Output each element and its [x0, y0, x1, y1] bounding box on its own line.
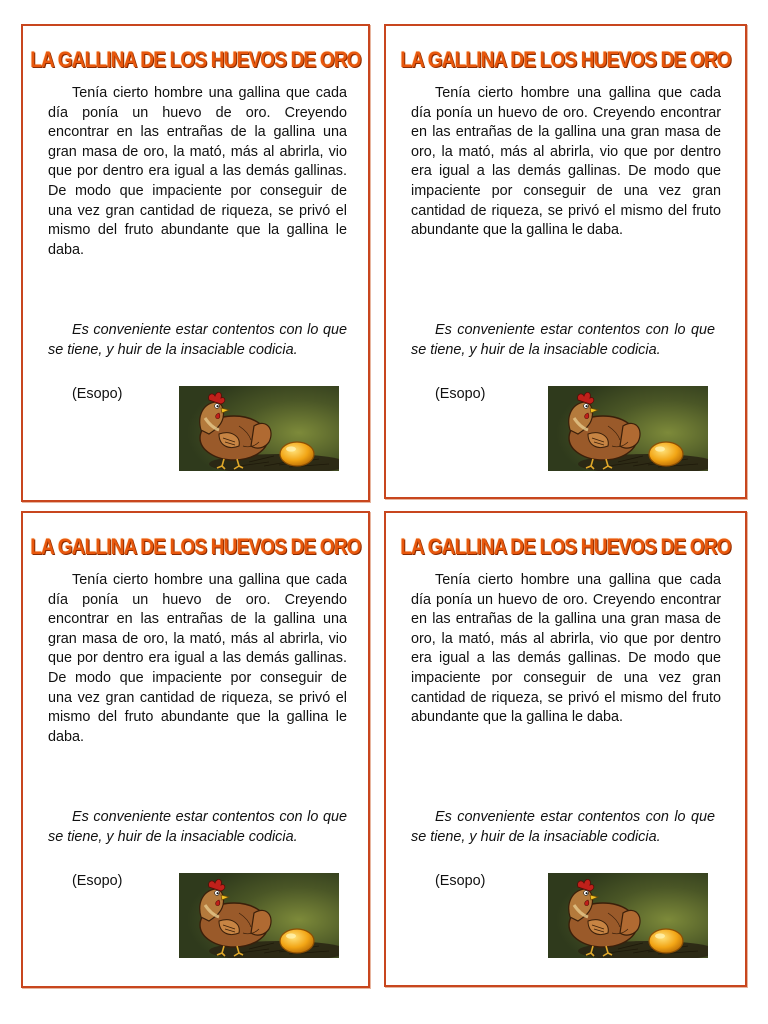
fable-card — [384, 24, 747, 499]
fable-story: Tenía cierto hombre una gallina que cada día ponía un huevo de oro. Creyendo encontrar en las entrañas de la gallina una gran masa de oro, la mató, más al abrirla, vio que por dentro era igual a las demás gallinas. De modo que impaciente por conseguir de una vez gran cantidad de riqueza, se privó el mismo del fruto abundante que la gallina le daba. — [411, 85, 721, 239]
hen-golden-egg-illustration — [548, 873, 708, 958]
fable-title: LA GALLINA DE LOS HUEVOS DE ORO — [400, 48, 731, 73]
golden-egg-icon — [649, 442, 683, 466]
fable-moral: Es conveniente estar contentos con lo que se tiene, y huir de la insaciable codicia. — [48, 322, 347, 358]
fable-card — [21, 24, 370, 502]
hen-golden-egg-illustration — [179, 873, 339, 958]
fable-card — [21, 511, 370, 988]
fable-story: Tenía cierto hombre una gallina que cada día ponía un huevo de oro. Creyendo encontrar en las entrañas de la gallina una gran masa de oro, la mató, más al abrirla, vio que por dentro era igual a las demás gallinas. De modo que impaciente por conseguir de una vez gran cantidad de riqueza, se privó el mismo del fruto abundante que la gallina le daba. — [411, 572, 721, 726]
fable-title: LA GALLINA DE LOS HUEVOS DE ORO — [30, 48, 361, 73]
fable-author: (Esopo) — [435, 386, 486, 402]
golden-egg-icon — [280, 442, 314, 466]
fable-author: (Esopo) — [435, 873, 486, 889]
fable-story: Tenía cierto hombre una gallina que cada día ponía un huevo de oro. Creyendo encontrar en las entrañas de la gallina una gran masa de oro, la mató, más al abrirla, vio que por dentro era igual a las demás gallinas. De modo que impaciente por conseguir de una vez gran cantidad de riqueza, se privó el mismo del fruto abundante que la gallina le daba. — [48, 85, 347, 258]
fable-moral: Es conveniente estar contentos con lo que se tiene, y huir de la insaciable codicia. — [48, 809, 347, 845]
fable-moral: Es conveniente estar contentos con lo que se tiene, y huir de la insaciable codicia. — [411, 809, 715, 845]
fable-moral: Es conveniente estar contentos con lo que se tiene, y huir de la insaciable codicia. — [411, 322, 715, 358]
fable-author: (Esopo) — [72, 386, 123, 402]
golden-egg-icon — [649, 929, 683, 953]
fable-card — [384, 511, 747, 987]
golden-egg-icon — [280, 929, 314, 953]
fable-author: (Esopo) — [72, 873, 123, 889]
hen-golden-egg-illustration — [179, 386, 339, 471]
fable-story: Tenía cierto hombre una gallina que cada día ponía un huevo de oro. Creyendo encontrar en las entrañas de la gallina una gran masa de oro, la mató, más al abrirla, vio que por dentro era igual a las demás gallinas. De modo que impaciente por conseguir de una vez gran cantidad de riqueza, se privó el mismo del fruto abundante que la gallina le daba. — [48, 572, 347, 745]
fable-title: LA GALLINA DE LOS HUEVOS DE ORO — [30, 535, 361, 560]
hen-golden-egg-illustration — [548, 386, 708, 471]
fable-title: LA GALLINA DE LOS HUEVOS DE ORO — [400, 535, 731, 560]
